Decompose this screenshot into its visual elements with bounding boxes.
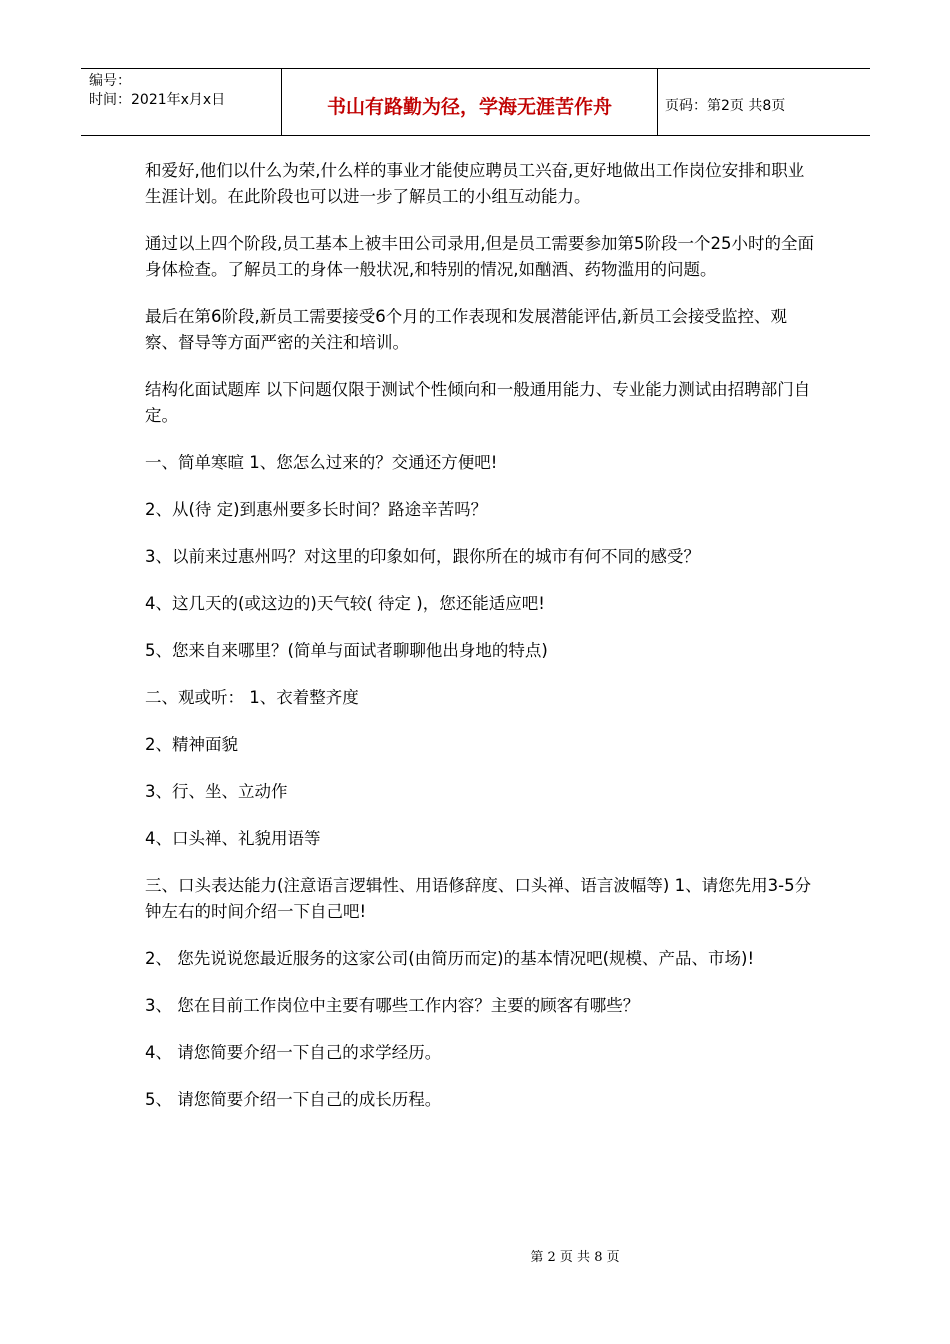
serial-label: 编号：	[89, 73, 131, 89]
paragraph: 2、从(待 定)到惠州要多长时间？路途辛苦吗？	[145, 500, 488, 519]
page-footer: 第 2 页 共 8 页	[530, 1250, 620, 1265]
paragraph: 2、 您先说说您最近服务的这家公司(由简历而定)的基本情况吧(规模、产品、市场)!	[145, 949, 755, 968]
paragraph: 最后在第6阶段,新员工需要接受6个月的工作表现和发展潜能评估,新员工会接受监控、观察、督导等方面严密的关注和培训。	[145, 307, 787, 352]
paragraph: 4、口头禅、礼貌用语等	[145, 829, 321, 848]
paragraph: 三、口头表达能力(注意语言逻辑性、用语修辞度、口头禅、语言波幅等) 1、请您先用3-5分钟左右的时间介绍一下自己吧!	[145, 876, 812, 921]
paragraph: 通过以上四个阶段,员工基本上被丰田公司录用,但是员工需要参加第5阶段一个25小时的全面身体检查。了解员工的身体一般状况,和特别的情况,如酗酒、药物滥用的问题。	[145, 234, 814, 279]
paragraph: 3、 您在目前工作岗位中主要有哪些工作内容？主要的顾客有哪些？	[145, 996, 640, 1015]
paragraph: 和爱好,他们以什么为荣,什么样的事业才能使应聘员工兴奋,更好地做出工作岗位安排和职业生涯计划。在此阶段也可以进一步了解员工的小组互动能力。	[145, 161, 805, 206]
header-meta	[81, 69, 282, 135]
paragraph: 4、这几天的(或这边的)天气较( 待定 )，您还能适应吧!	[145, 594, 545, 613]
paragraph: 2、精神面貌	[145, 735, 238, 754]
paragraph: 4、 请您简要介绍一下自己的求学经历。	[145, 1043, 442, 1062]
paragraph: 5、 请您简要介绍一下自己的成长历程。	[145, 1090, 442, 1109]
paragraph: 3、以前来过惠州吗？对这里的印象如何，跟你所在的城市有何不同的感受？	[145, 547, 700, 566]
header-motto: 书山有路勤为径，学海无涯苦作舟	[282, 69, 658, 135]
paragraph: 5、您来自来哪里？(简单与面试者聊聊他出身地的特点)	[145, 641, 548, 660]
paragraph: 二、观或听： 1、衣着整齐度	[145, 688, 359, 707]
header-page-info: 页码：第2页 共8页	[665, 98, 786, 114]
paragraph: 一、简单寒暄 1、您怎么过来的？交通还方便吧!	[145, 453, 498, 472]
paragraph: 3、行、坐、立动作	[145, 782, 288, 801]
page-header	[81, 68, 870, 136]
document-body	[145, 158, 815, 1134]
paragraph: 结构化面试题库 以下问题仅限于测试个性倾向和一般通用能力、专业能力测试由招聘部门自定。	[145, 380, 811, 425]
time-label: 时间：2021年x月x日	[89, 92, 226, 108]
